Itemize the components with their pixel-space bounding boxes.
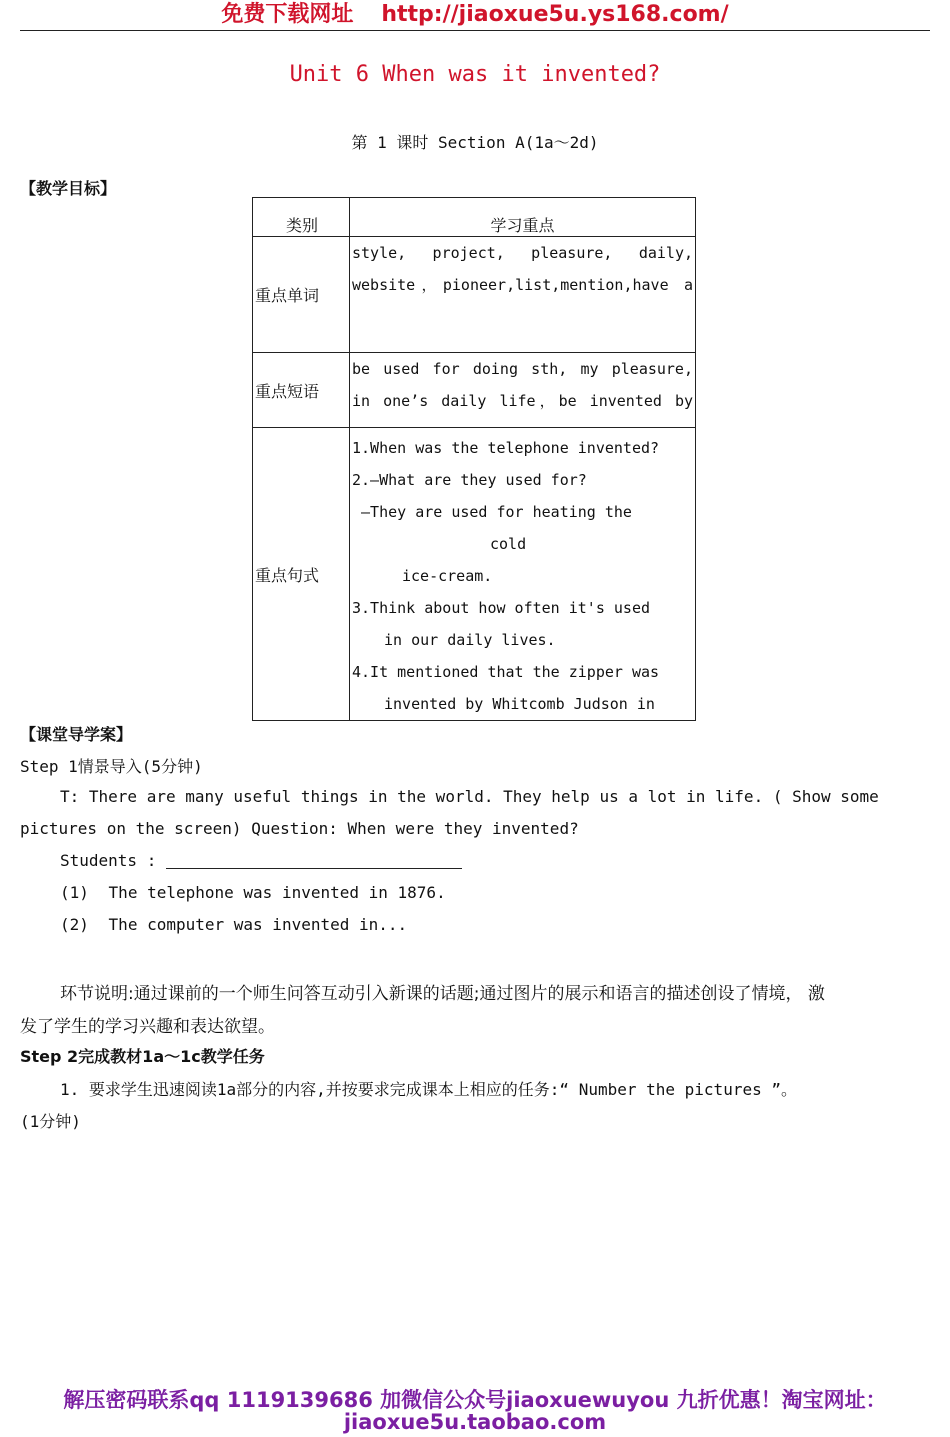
content-line: in one’s daily life，be invented by: [352, 392, 693, 410]
row-category: 重点短语: [253, 353, 350, 428]
header-focus: 学习重点: [350, 198, 696, 237]
content-line: 3.Think about how often it's used: [352, 599, 651, 617]
row-category: 重点单词: [253, 237, 350, 353]
download-site-header: [0, 0, 950, 30]
answer-text: The telephone was invented in 1876.: [108, 883, 446, 902]
row-content: [350, 353, 696, 428]
goals-table: [252, 197, 696, 721]
step2-task: 1. 要求学生迅速阅读1a部分的内容,并按要求完成课本上相应的任务:“ Number the pictures ”。: [60, 1080, 797, 1099]
content-line: style, project, pleasure, daily,: [352, 244, 693, 262]
answer-item: [60, 915, 407, 934]
step2-title: Step 2完成教材1a〜1c教学任务: [20, 1047, 265, 1066]
answer-number: (1): [60, 883, 89, 902]
footer-contact: 解压密码联系qq 1119139686 加微信公众号jiaoxuewuyou 九折优惠！淘宝网址：: [63, 1388, 887, 1412]
footer-shop-link[interactable]: jiaoxue5u.taobao.com: [343, 1410, 607, 1434]
content-line: 1.When was the telephone invented?: [352, 439, 660, 457]
header-divider: [20, 30, 930, 31]
step1-title: Step 1情景导入(5分钟): [20, 757, 203, 776]
step1-note: 环节说明:通过课前的一个师生问答互动引入新课的话题;通过图片的展示和语言的描述创设了情境， 激: [60, 984, 825, 1004]
row-category: 重点句式: [253, 428, 350, 721]
step2-task-cont: (1分钟): [20, 1112, 81, 1131]
content-line: 2.—What are they used for?: [352, 471, 587, 489]
content-line: in our daily lives.: [384, 631, 556, 649]
content-line: be used for doing sth, my pleasure,: [352, 360, 693, 378]
content-line: ice-cream.: [402, 567, 493, 585]
goals-section-heading: 【教学目标】: [20, 179, 117, 198]
content-line: website，pioneer,list,mention,have a: [352, 276, 693, 294]
table-row: [253, 428, 696, 721]
content-line: cold: [490, 535, 527, 553]
table-row: [253, 237, 696, 353]
answer-item: [60, 883, 446, 902]
students-label: Students :: [60, 851, 157, 870]
table-row: [253, 353, 696, 428]
site-label: 免费下载网址: [221, 2, 354, 27]
answer-text: The computer was invented in...: [108, 915, 408, 934]
teacher-line: T: There are many useful things in the world. They help us a lot in life. ( Show some: [60, 787, 879, 806]
row-content: [350, 428, 696, 721]
content-line: 4.It mentioned that the zipper was: [352, 663, 660, 681]
content-line: —They are used for heating the: [352, 503, 632, 521]
content-line: invented by Whitcomb Judson in: [384, 695, 655, 713]
table-header-row: [253, 198, 696, 237]
answer-number: (2): [60, 915, 89, 934]
site-url-link[interactable]: http://jiaoxue5u.ys168.com/: [381, 2, 729, 27]
guide-section-heading: 【课堂导学案】: [20, 725, 133, 744]
step1-note-cont: 发了学生的学习兴趣和表达欲望。: [20, 1017, 275, 1037]
header-category: 类别: [253, 198, 350, 237]
teacher-line-cont: pictures on the screen) Question: When were they invented?: [20, 819, 579, 838]
students-answer-line: [60, 851, 462, 870]
page-title: Unit 6 When was it invented?: [289, 62, 661, 87]
row-content: [350, 237, 696, 353]
lesson-subtitle: 第 1 课时 Section A(1a〜2d): [351, 133, 599, 152]
answer-blank: [166, 868, 462, 869]
